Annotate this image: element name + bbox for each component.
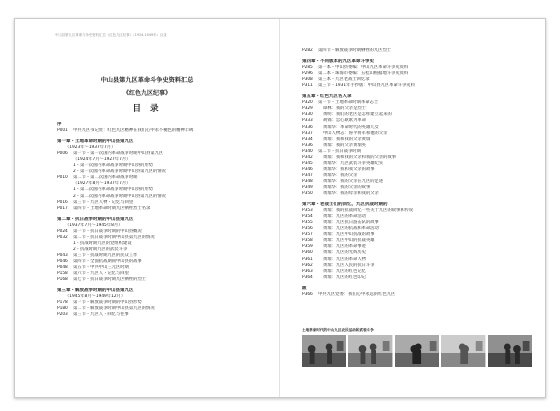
toc-entry-text: 黄瑞：九区的革命活动 (323, 214, 366, 220)
toc-page-number: P329 (302, 106, 313, 112)
toc-page-number: P203 (57, 312, 68, 318)
toc-page-number: P363 (302, 268, 313, 274)
toc-page-number: P346 (302, 166, 313, 172)
toc-page-number: P048 (57, 265, 68, 271)
book-title: 中山县第九区革命斗争史资料汇总 (100, 77, 194, 84)
toc-entry-text: 黄瑞：九区中山的抗战英雄 (323, 238, 375, 244)
toc-entry-text: 第四节・土地革命时期九区牺牲烈士名录 (73, 205, 151, 211)
toc-page-number: P356 (302, 226, 313, 232)
toc-page-number: P361 (302, 256, 313, 262)
toc-entry-text: 第一章・土地革命时期的中山县第九区 (57, 139, 134, 145)
toc-page-number: P362 (302, 262, 313, 268)
toc-page-number: P024 (57, 228, 68, 234)
toc-entry-text: 黄瑞：九区抗日游击队的故事 (323, 220, 379, 226)
toc-entry-text: 第一节・第一次国内革命战争时期中山县第九区 (73, 151, 164, 157)
toc-entry-text: 黄瑞：九区中山抗战的故事 (323, 232, 375, 238)
toc-entry-text: 第二本・珠海市委编：五桂山根据地斗争史资料 (318, 71, 409, 77)
toc-entry-text: 黄瑞华：九区武装斗争英雄纪实 (323, 160, 384, 166)
toc-page-number: P158 (57, 271, 68, 277)
toc-entry-text: 黄瑞：九区的红色印记 (323, 274, 366, 280)
toc-entry-text: 2・第一次国内革命战争时期中山县第九区的情况 (73, 169, 166, 175)
toc-left (57, 122, 269, 318)
toc-page-number: P353 (302, 208, 313, 214)
toc-entry-text: 第三节・九区人・回忆与往事 (73, 312, 129, 318)
toc-entry (302, 292, 534, 298)
toc-entry-text: 跋 (302, 285, 307, 291)
toc-page-number: P043 (57, 252, 68, 258)
book-spread (14, 18, 546, 398)
toc-page-number: P358 (302, 238, 313, 244)
historical-photo (441, 335, 485, 367)
toc-page-number: P168 (57, 277, 68, 283)
toc-page-number: P006 (57, 151, 68, 157)
toc-entry-text: 第四节・解放战争时期牺牲的九区烈士 (318, 48, 392, 53)
toc-entry-text: 第三节・抗战时期九区的民众工作 (73, 252, 138, 258)
historical-photo (348, 335, 392, 367)
toc-entry-text: 黄瑞：九区的革命人物 (323, 256, 366, 262)
toc-page-number: P342 (302, 154, 313, 160)
toc-entry-text: 1・抗战时期九区的党组织建设 (73, 240, 132, 246)
toc-entry-text: 黄瑞：我的父亲黄瑞英 (323, 142, 366, 148)
toc-entry-text: 黄瑞华：革命时代的英雄儿女 (323, 124, 379, 130)
toc-entry-text: （1937年7月～1945年8月） (65, 222, 123, 228)
toc-entry-text: 2・抗战时期九区的武装斗争 (73, 246, 128, 252)
historical-photo (395, 335, 439, 367)
toc-page-number: P330 (302, 112, 313, 118)
toc-page-number: P350 (302, 191, 313, 197)
toc-entry-text: 中共九区书记处：红色九区精神在我们心中永不褪色的精神丰碑 (73, 128, 194, 134)
toc-entry-text: 黄瑞华：我的父亲在九区的足迹 (323, 178, 384, 184)
toc-entry-text: 第二节・抗日战争时期 (318, 148, 361, 154)
running-head: 中山县第九区革命斗争史资料汇总《红色九区纪事》（1924-1949年）目录 (55, 33, 167, 37)
toc-entry (57, 312, 269, 318)
toc-entry-text: 第二节・解放战争时期中山县第九区的情况 (73, 306, 155, 312)
toc-page-number: P017 (57, 205, 68, 211)
toc-page-number: P360 (302, 250, 313, 256)
toc-page-number: P320 (302, 100, 313, 106)
toc-page-number: P349 (302, 184, 313, 190)
toc-entry-text: 谭林：我的父亲是烈士 (323, 106, 366, 112)
toc-entry-text: 第三节・1931年手抄版：中山县九区革命斗争史料 (318, 83, 415, 89)
toc-heading: 目 录 (132, 104, 162, 114)
toc-page-number: P180 (57, 306, 68, 312)
toc-entry-text: 第二节・第二次国内革命战争时期 (73, 175, 138, 181)
toc-entry-text: 黄瑞：九区的革命事迹 (323, 244, 366, 250)
toc-entry-text: 第三本・九区老战士回忆录 (318, 77, 370, 83)
toc-entry-text: 第六章・老战士们的回忆，九区抗战时期的 (302, 202, 388, 208)
toc-page-number: P348 (302, 178, 313, 184)
left-page (15, 19, 280, 397)
toc-entry-text: 第五节・中共中山三元区时期 (73, 265, 129, 271)
toc-entry-text: 第一节・抗日战争时期的中山县概况 (73, 228, 142, 234)
toc-page-number: P001 (57, 128, 68, 134)
toc-page-number: P178 (57, 300, 68, 306)
toc-entry-text: 黄瑞：我和我的父亲和我的父亲的故事 (323, 154, 397, 160)
toc-entry-text: 序 (57, 122, 62, 127)
toc-entry-text: 第二节・抗日战争时期中山县第九区的情况 (73, 234, 155, 240)
toc-right (302, 48, 534, 298)
toc-page-number: P366 (302, 291, 313, 297)
toc-entry-text: 第五章・红色九区名人录 (302, 94, 352, 100)
toc-entry-text: 黄瑞华：我的父亲 (323, 172, 358, 178)
toc-entry-text: 黄瑞：九区的抗战和革命活动 (323, 226, 379, 232)
toc-entry-text: （1945年8月～1949年12月） (65, 294, 126, 300)
toc-page-number: P010 (57, 175, 68, 181)
toc-entry-text: 第七节・抗日战争时期九区牺牲的烈士 (73, 277, 147, 283)
toc-entry-text: 第一节・解放战争时期的中山县形势 (73, 300, 142, 306)
toc-entry-text: 黄瑞华：我的父亲的故事 (323, 184, 371, 190)
toc-entry-text: 黄瑞：我和我的父亲黄瑞 (323, 136, 371, 142)
toc-entry-text: 黄瑞：我的抗战回忆一些关于九区的故事和传说 (323, 208, 414, 214)
toc-page-number: P311 (302, 83, 313, 89)
toc-page-number: P282 (302, 48, 313, 53)
toc-entry-text: 第六节・九区人・记忆与回望 (73, 271, 129, 277)
toc-entry-text: 黄瑞华：我的母亲和我的父亲 (323, 191, 379, 197)
toc-entry-text: 黄瑞华：我和我父亲的故事 (323, 166, 375, 172)
toc-entry-text: （1923年～1937年7月） (65, 145, 116, 151)
toc-entry-text: 第四章・不同版本的九区革命斗争史 (302, 59, 374, 65)
toc-page-number: P345 (302, 160, 313, 166)
toc-entry-text: 黄瑞：九区人民的抗日斗争 (323, 262, 375, 268)
toc-entry-text: 黄瑞：九区的光辉历史 (323, 250, 366, 256)
toc-page-number: P336 (302, 142, 313, 148)
toc-entry-text: 胡锦：忠心耿耿为革命 (323, 118, 366, 124)
toc-page-number: P347 (302, 172, 313, 178)
toc-entry-text: 中共九区党委：我们心中永远的红色九区 (318, 291, 396, 297)
toc-page-number: P359 (302, 244, 313, 250)
toc-entry-text: 第四节・全面抗战期间中山县的战事 (73, 258, 142, 264)
toc-entry-text: 第一节・土地革命时期革命志士 (318, 100, 379, 106)
toc-page-number: P308 (302, 77, 313, 83)
toc-page-number: P016 (57, 199, 68, 205)
toc-page-number: P032 (57, 234, 68, 240)
right-page (280, 19, 545, 397)
toc-entry-text: （1927年8月～1937年7月） (73, 181, 131, 187)
toc-entry-text: 中山人物志：鲁平将军和他的父亲 (323, 130, 388, 136)
toc-page-number: P334 (302, 136, 313, 142)
toc-page-number: P336 (302, 124, 313, 130)
toc-page-number: P354 (302, 214, 313, 220)
photo-caption: 土地革命时代的中山九区农民运动和武装斗争 (302, 328, 374, 332)
toc-entry-text: 1・第一次国内革命战争时期中山县的形势 (73, 163, 154, 169)
historical-photo (302, 335, 346, 367)
toc-entry-text: 第三章・解放战争时期的中山县第九区 (57, 288, 134, 294)
toc-page-number: P357 (302, 232, 313, 238)
toc-page-number: P364 (302, 274, 313, 280)
photo-strip (302, 335, 532, 367)
toc-entry-text: （1924年7月～1927年7月） (73, 157, 131, 163)
toc-entry-text: 黄瑞：九区的红色记忆 (323, 268, 366, 274)
toc-entry-text: 2・第二次国内革命战争时期中山县第九区的情况 (73, 193, 166, 199)
book-subtitle: 《红色九区纪事》 (122, 90, 171, 97)
historical-photo (488, 335, 532, 367)
toc-page-number: P296 (302, 71, 313, 77)
toc-page-number: P333 (302, 118, 313, 124)
toc-page-number: P355 (302, 220, 313, 226)
toc-entry-text: 1・第二次国内革命战争时期中山县的形势 (73, 187, 154, 193)
toc-page-number: P046 (57, 258, 68, 264)
toc-page-number: P337 (302, 130, 313, 136)
toc-page-number: P340 (302, 148, 313, 154)
toc-entry-text: 黄明：我们的老区是怎样建立起来的 (323, 112, 392, 118)
toc-entry-text: 第一本・中山县委编：中山九区革命斗争史资料 (318, 65, 409, 71)
toc-entry-text: 第三节・九区人物・记忆与回望 (73, 199, 134, 205)
toc-page-number: P285 (302, 65, 313, 71)
toc-entry-text: 第二章・抗日战争时期的中山县第九区 (57, 216, 134, 222)
